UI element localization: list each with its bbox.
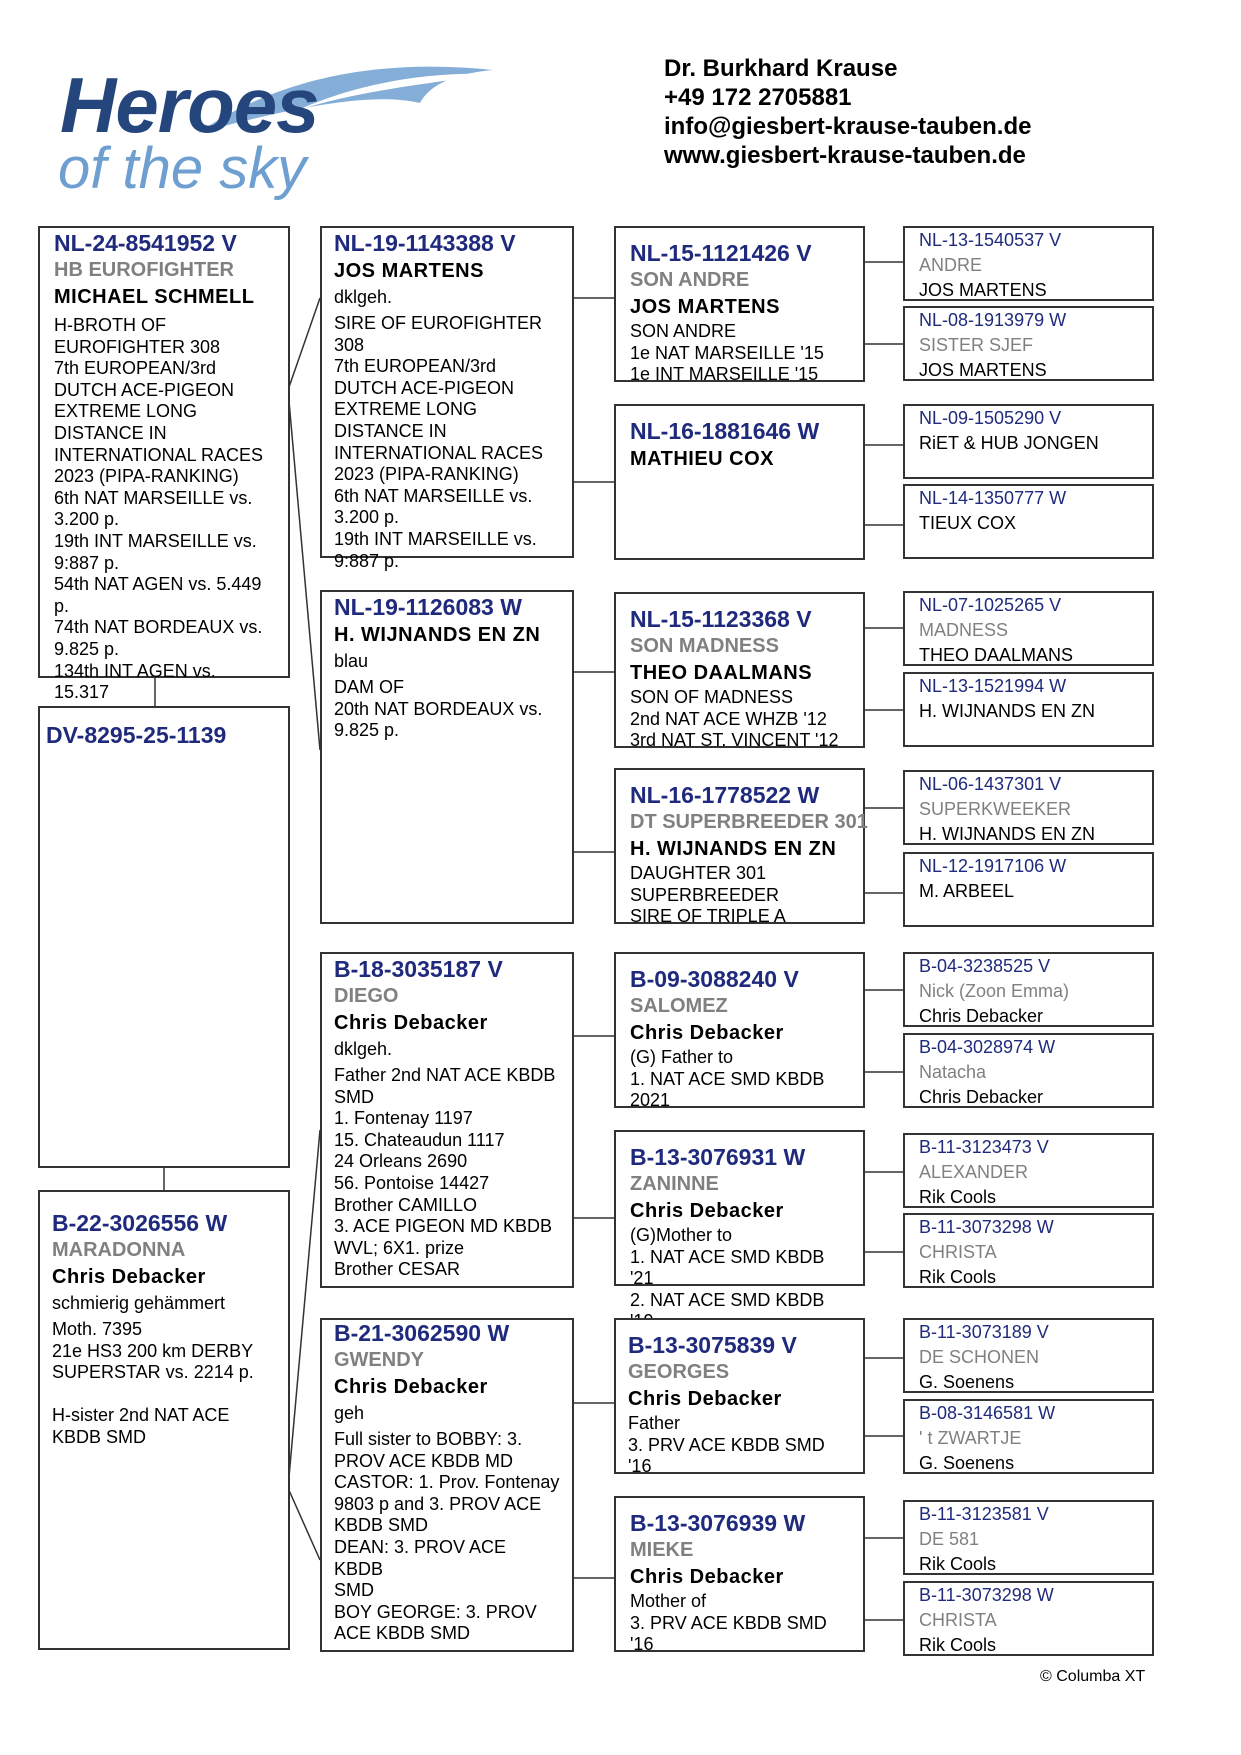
pigeon-card-g2e bbox=[614, 952, 865, 1111]
pigeon-name: MARADONNA bbox=[52, 1239, 186, 1261]
pigeon-card-g3-2 bbox=[903, 306, 1154, 381]
pigeon-card-g2g bbox=[614, 1318, 865, 1477]
pigeon-info: SON OF MADNESS 2nd NAT ACE WHZB '12 3rd NAT ST. VINCENT '12 bbox=[630, 687, 839, 751]
logo-line2: of the sky bbox=[58, 136, 307, 201]
pigeon-card-g1c bbox=[320, 952, 574, 1288]
ring-number: B-11-3073189 V bbox=[919, 1322, 1049, 1342]
pigeon-info: H-BROTH OF EUROFIGHTER 308 7th EUROPEAN/3rd DUTCH ACE-PIGEON EXTREME LONG DISTANCE IN INTERNATIONAL RACES 2023 (PIPA-RANKING) 6th NAT MARSEILLE vs. 3.200 p. 19th INT MARSEILLE vs. 9:887 p. 54th NAT AGEN vs. 5.449 p. 74th NAT BORDEAUX vs. 9.825 p. 134th INT AGEN vs. 15.317 bbox=[54, 315, 264, 703]
pigeon-card-g3-12 bbox=[903, 1213, 1154, 1288]
pigeon-name: GEORGES bbox=[628, 1361, 730, 1383]
pigeon-card-g3-10 bbox=[903, 1033, 1154, 1108]
pigeon-card-main bbox=[38, 226, 290, 703]
pigeon-info: (G) Father to 1. NAT ACE SMD KBDB 2021 bbox=[630, 1047, 825, 1111]
pigeon-card-g3-13 bbox=[903, 1318, 1154, 1393]
breeder-name: H. WIJNANDS EN ZN bbox=[919, 701, 1096, 721]
ring-number: B-08-3146581 W bbox=[919, 1403, 1056, 1423]
ring-number: B-13-3076939 W bbox=[630, 1510, 806, 1536]
breeder-name: Rik Cools bbox=[919, 1267, 997, 1287]
pigeon-name: SISTER SJEF bbox=[919, 335, 1034, 355]
logo-line1: Heroes bbox=[60, 61, 319, 149]
breeder-name: Chris Debacker bbox=[334, 1376, 488, 1398]
ring-number: NL-14-1350777 W bbox=[919, 488, 1067, 508]
ring-number: NL-16-1881646 W bbox=[630, 418, 820, 444]
contact-website: www.giesbert-krause-tauben.de bbox=[664, 142, 1026, 169]
pigeon-card-g3-1 bbox=[903, 226, 1154, 301]
pigeon-card-g2c bbox=[614, 592, 865, 751]
ring-number: NL-19-1143388 V bbox=[334, 230, 516, 256]
pigeon-name: DIEGO bbox=[334, 985, 399, 1007]
ring-number: NL-06-1437301 V bbox=[919, 774, 1062, 794]
breeder-name: G. Soenens bbox=[919, 1453, 1015, 1473]
breeder-name: Chris Debacker bbox=[630, 1200, 784, 1222]
pigeon-card-g2d bbox=[614, 768, 868, 927]
ring-number: NL-19-1126083 W bbox=[334, 594, 522, 620]
pigeon-card-g3-15 bbox=[903, 1500, 1154, 1575]
ring-number: NL-15-1123368 V bbox=[630, 606, 812, 632]
pigeon-name: ALEXANDER bbox=[919, 1162, 1029, 1182]
ring-number: B-22-3026556 W bbox=[52, 1210, 228, 1236]
pigeon-card-g2h bbox=[614, 1496, 865, 1655]
pigeon-card-g3-11 bbox=[903, 1133, 1154, 1208]
breeder-name: JOS MARTENS bbox=[630, 296, 780, 318]
ring-number: NL-08-1913979 W bbox=[919, 310, 1067, 330]
ring-number: NL-16-1778522 W bbox=[630, 782, 820, 808]
pigeon-card-g3-8 bbox=[903, 852, 1154, 927]
breeder-name: TIEUX COX bbox=[919, 513, 1017, 533]
breeder-name: Chris Debacker bbox=[919, 1087, 1044, 1107]
pigeon-color: schmierig gehämmert bbox=[52, 1293, 226, 1313]
pigeon-card-g3-7 bbox=[903, 770, 1154, 845]
contact-email: info@giesbert-krause-tauben.de bbox=[664, 113, 1032, 140]
pigeon-card-g3-4 bbox=[903, 484, 1154, 559]
copyright-footer: © Columba XT bbox=[1040, 1668, 1146, 1685]
breeder-name: G. Soenens bbox=[919, 1372, 1015, 1392]
ring-number: DV-8295-25-1139 bbox=[46, 722, 227, 748]
ring-number: B-04-3238525 V bbox=[919, 956, 1051, 976]
pigeon-card-g1b bbox=[320, 590, 574, 924]
pigeon-card-g1a bbox=[320, 226, 574, 571]
breeder-name: H. WIJNANDS EN ZN bbox=[334, 624, 541, 646]
pigeon-card-g3-3 bbox=[903, 404, 1154, 479]
ring-number: B-11-3073298 W bbox=[919, 1585, 1054, 1605]
pigeon-name: GWENDY bbox=[334, 1349, 424, 1371]
breeder-name: JOS MARTENS bbox=[334, 260, 484, 282]
ring-number: NL-15-1121426 V bbox=[630, 240, 812, 266]
pigeon-name: Nick (Zoon Emma) bbox=[919, 981, 1070, 1001]
breeder-name: M. ARBEEL bbox=[919, 881, 1015, 901]
pigeon-card-g2a bbox=[614, 226, 865, 385]
ring-number: NL-09-1505290 V bbox=[919, 408, 1062, 428]
breeder-name: Chris Debacker bbox=[628, 1388, 782, 1410]
pigeon-info: Mother of 3. PRV ACE KBDB SMD '16 bbox=[630, 1591, 827, 1655]
ring-number: B-11-3073298 W bbox=[919, 1217, 1054, 1237]
pigeon-name: DT SUPERBREEDER 301 bbox=[630, 811, 868, 833]
pigeon-info: DAM OF 20th NAT BORDEAUX vs. 9.825 p. bbox=[334, 677, 543, 741]
breeder-name: MICHAEL SCHMELL bbox=[54, 286, 255, 308]
ring-number: NL-07-1025265 V bbox=[919, 595, 1062, 615]
ring-number: B-11-3123473 V bbox=[919, 1137, 1049, 1157]
pigeon-card-g2f bbox=[614, 1130, 865, 1310]
pigeon-card-dam bbox=[38, 1190, 290, 1650]
pigeon-info: Father 2nd NAT ACE KBDB SMD 1. Fontenay 1197 15. Chateaudun 1117 24 Orleans 2690 56. Pontoise 14427 Brother CAMILLO 3. ACE PIGEON MD KBDB WVL; 6X1. prize Brother CESAR bbox=[334, 1065, 556, 1280]
pigeon-name: MIEKE bbox=[630, 1539, 694, 1561]
breeder-name: Chris Debacker bbox=[630, 1022, 784, 1044]
pigeon-color: dklgeh. bbox=[334, 1039, 393, 1059]
pigeon-info: DAUGHTER 301 SUPERBREEDER SIRE OF TRIPLE A bbox=[630, 863, 786, 927]
pigeon-info: SON ANDRE 1e NAT MARSEILLE '15 1e INT MARSEILLE '15 bbox=[630, 321, 824, 385]
breeder-name: Chris Debacker bbox=[630, 1566, 784, 1588]
pigeon-card-g3-9 bbox=[903, 952, 1154, 1027]
breeder-name: MATHIEU COX bbox=[630, 448, 775, 470]
ring-number: NL-13-1540537 V bbox=[919, 230, 1062, 250]
pigeon-name: DE 581 bbox=[919, 1529, 980, 1549]
pigeon-name: DE SCHONEN bbox=[919, 1347, 1040, 1367]
pigeon-name: SON MADNESS bbox=[630, 635, 779, 657]
pigeon-card-partner bbox=[38, 706, 290, 1168]
breeder-name: Chris Debacker bbox=[334, 1012, 488, 1034]
pigeon-name: ANDRE bbox=[919, 255, 983, 275]
pigeon-name: SON ANDRE bbox=[630, 269, 750, 291]
pigeon-name: Natacha bbox=[919, 1062, 987, 1082]
pigeon-info: Father 3. PRV ACE KBDB SMD '16 bbox=[628, 1413, 825, 1477]
pigeon-name: ' t ZWARTJE bbox=[919, 1428, 1022, 1448]
contact-name: Dr. Burkhard Krause bbox=[664, 55, 898, 82]
ring-number: NL-24-8541952 V bbox=[54, 230, 237, 256]
breeder-name: H. WIJNANDS EN ZN bbox=[630, 838, 837, 860]
breeder-name: Rik Cools bbox=[919, 1187, 997, 1207]
pigeon-color: dklgeh. bbox=[334, 287, 393, 307]
pigeon-info: Moth. 7395 21e HS3 200 km DERBY SUPERSTAR vs. 2214 p. H-sister 2nd NAT ACE KBDB SMD bbox=[52, 1319, 254, 1447]
breeder-name: Rik Cools bbox=[919, 1635, 997, 1655]
pigeon-card-g3-14 bbox=[903, 1399, 1154, 1474]
ring-number: B-13-3076931 W bbox=[630, 1144, 806, 1170]
pigeon-card-g1d bbox=[320, 1318, 574, 1652]
pigeon-card-g2b bbox=[614, 404, 865, 560]
pigeon-card-g3-6 bbox=[903, 672, 1154, 747]
breeder-name: H. WIJNANDS EN ZN bbox=[919, 824, 1096, 844]
ring-number: B-21-3062590 W bbox=[334, 1320, 510, 1346]
ring-number: B-13-3075839 V bbox=[628, 1332, 797, 1358]
pigeon-name: SALOMEZ bbox=[630, 995, 728, 1017]
pigeon-info: Full sister to BOBBY: 3. PROV ACE KBDB MD CASTOR: 1. Prov. Fontenay 9803 p and 3. PROV ACE KBDB SMD DEAN: 3. PROV ACE KBDB SMD BOY GEORGE: 3. PROV ACE KBDB SMD bbox=[334, 1429, 560, 1644]
pigeon-card-g3-16 bbox=[903, 1581, 1154, 1656]
pigeon-name: MADNESS bbox=[919, 620, 1009, 640]
pigeon-name: SUPERKWEEKER bbox=[919, 799, 1072, 819]
ring-number: B-18-3035187 V bbox=[334, 956, 503, 982]
pigeon-name: ZANINNE bbox=[630, 1173, 719, 1195]
pigeon-color: geh bbox=[334, 1403, 365, 1423]
pigeon-name: CHRISTA bbox=[919, 1242, 997, 1262]
pigeon-name: CHRISTA bbox=[919, 1610, 997, 1630]
ring-number: B-09-3088240 V bbox=[630, 966, 799, 992]
ring-number: NL-13-1521994 W bbox=[919, 676, 1067, 696]
breeder-name: THEO DAALMANS bbox=[630, 662, 813, 684]
breeder-name: Chris Debacker bbox=[52, 1266, 206, 1288]
ring-number: B-11-3123581 V bbox=[919, 1504, 1049, 1524]
breeder-name: THEO DAALMANS bbox=[919, 645, 1074, 665]
pigeon-info: SIRE OF EUROFIGHTER 308 7th EUROPEAN/3rd DUTCH ACE-PIGEON EXTREME LONG DISTANCE IN INTERNATIONAL RACES 2023 (PIPA-RANKING) 6th NAT MARSEILLE vs. 3.200 p. 19th INT MARSEILLE vs. 9:887 p. bbox=[334, 313, 544, 571]
breeder-name: Rik Cools bbox=[919, 1554, 997, 1574]
ring-number: B-04-3028974 W bbox=[919, 1037, 1056, 1057]
contact-phone: +49 172 2705881 bbox=[664, 84, 852, 111]
pigeon-color: blau bbox=[334, 651, 369, 671]
pigeon-name: HB EUROFIGHTER bbox=[54, 259, 234, 281]
ring-number: NL-12-1917106 W bbox=[919, 856, 1067, 876]
pigeon-info: (G)Mother to 1. NAT ACE SMD KBDB '21 2. NAT ACE SMD KBDB bbox=[630, 1225, 825, 1310]
breeder-name: Chris Debacker bbox=[919, 1006, 1044, 1026]
pigeon-card-g3-5 bbox=[903, 591, 1154, 666]
breeder-name: RiET & HUB JONGEN bbox=[919, 433, 1099, 453]
breeder-name: JOS MARTENS bbox=[919, 280, 1047, 300]
breeder-name: JOS MARTENS bbox=[919, 360, 1047, 380]
